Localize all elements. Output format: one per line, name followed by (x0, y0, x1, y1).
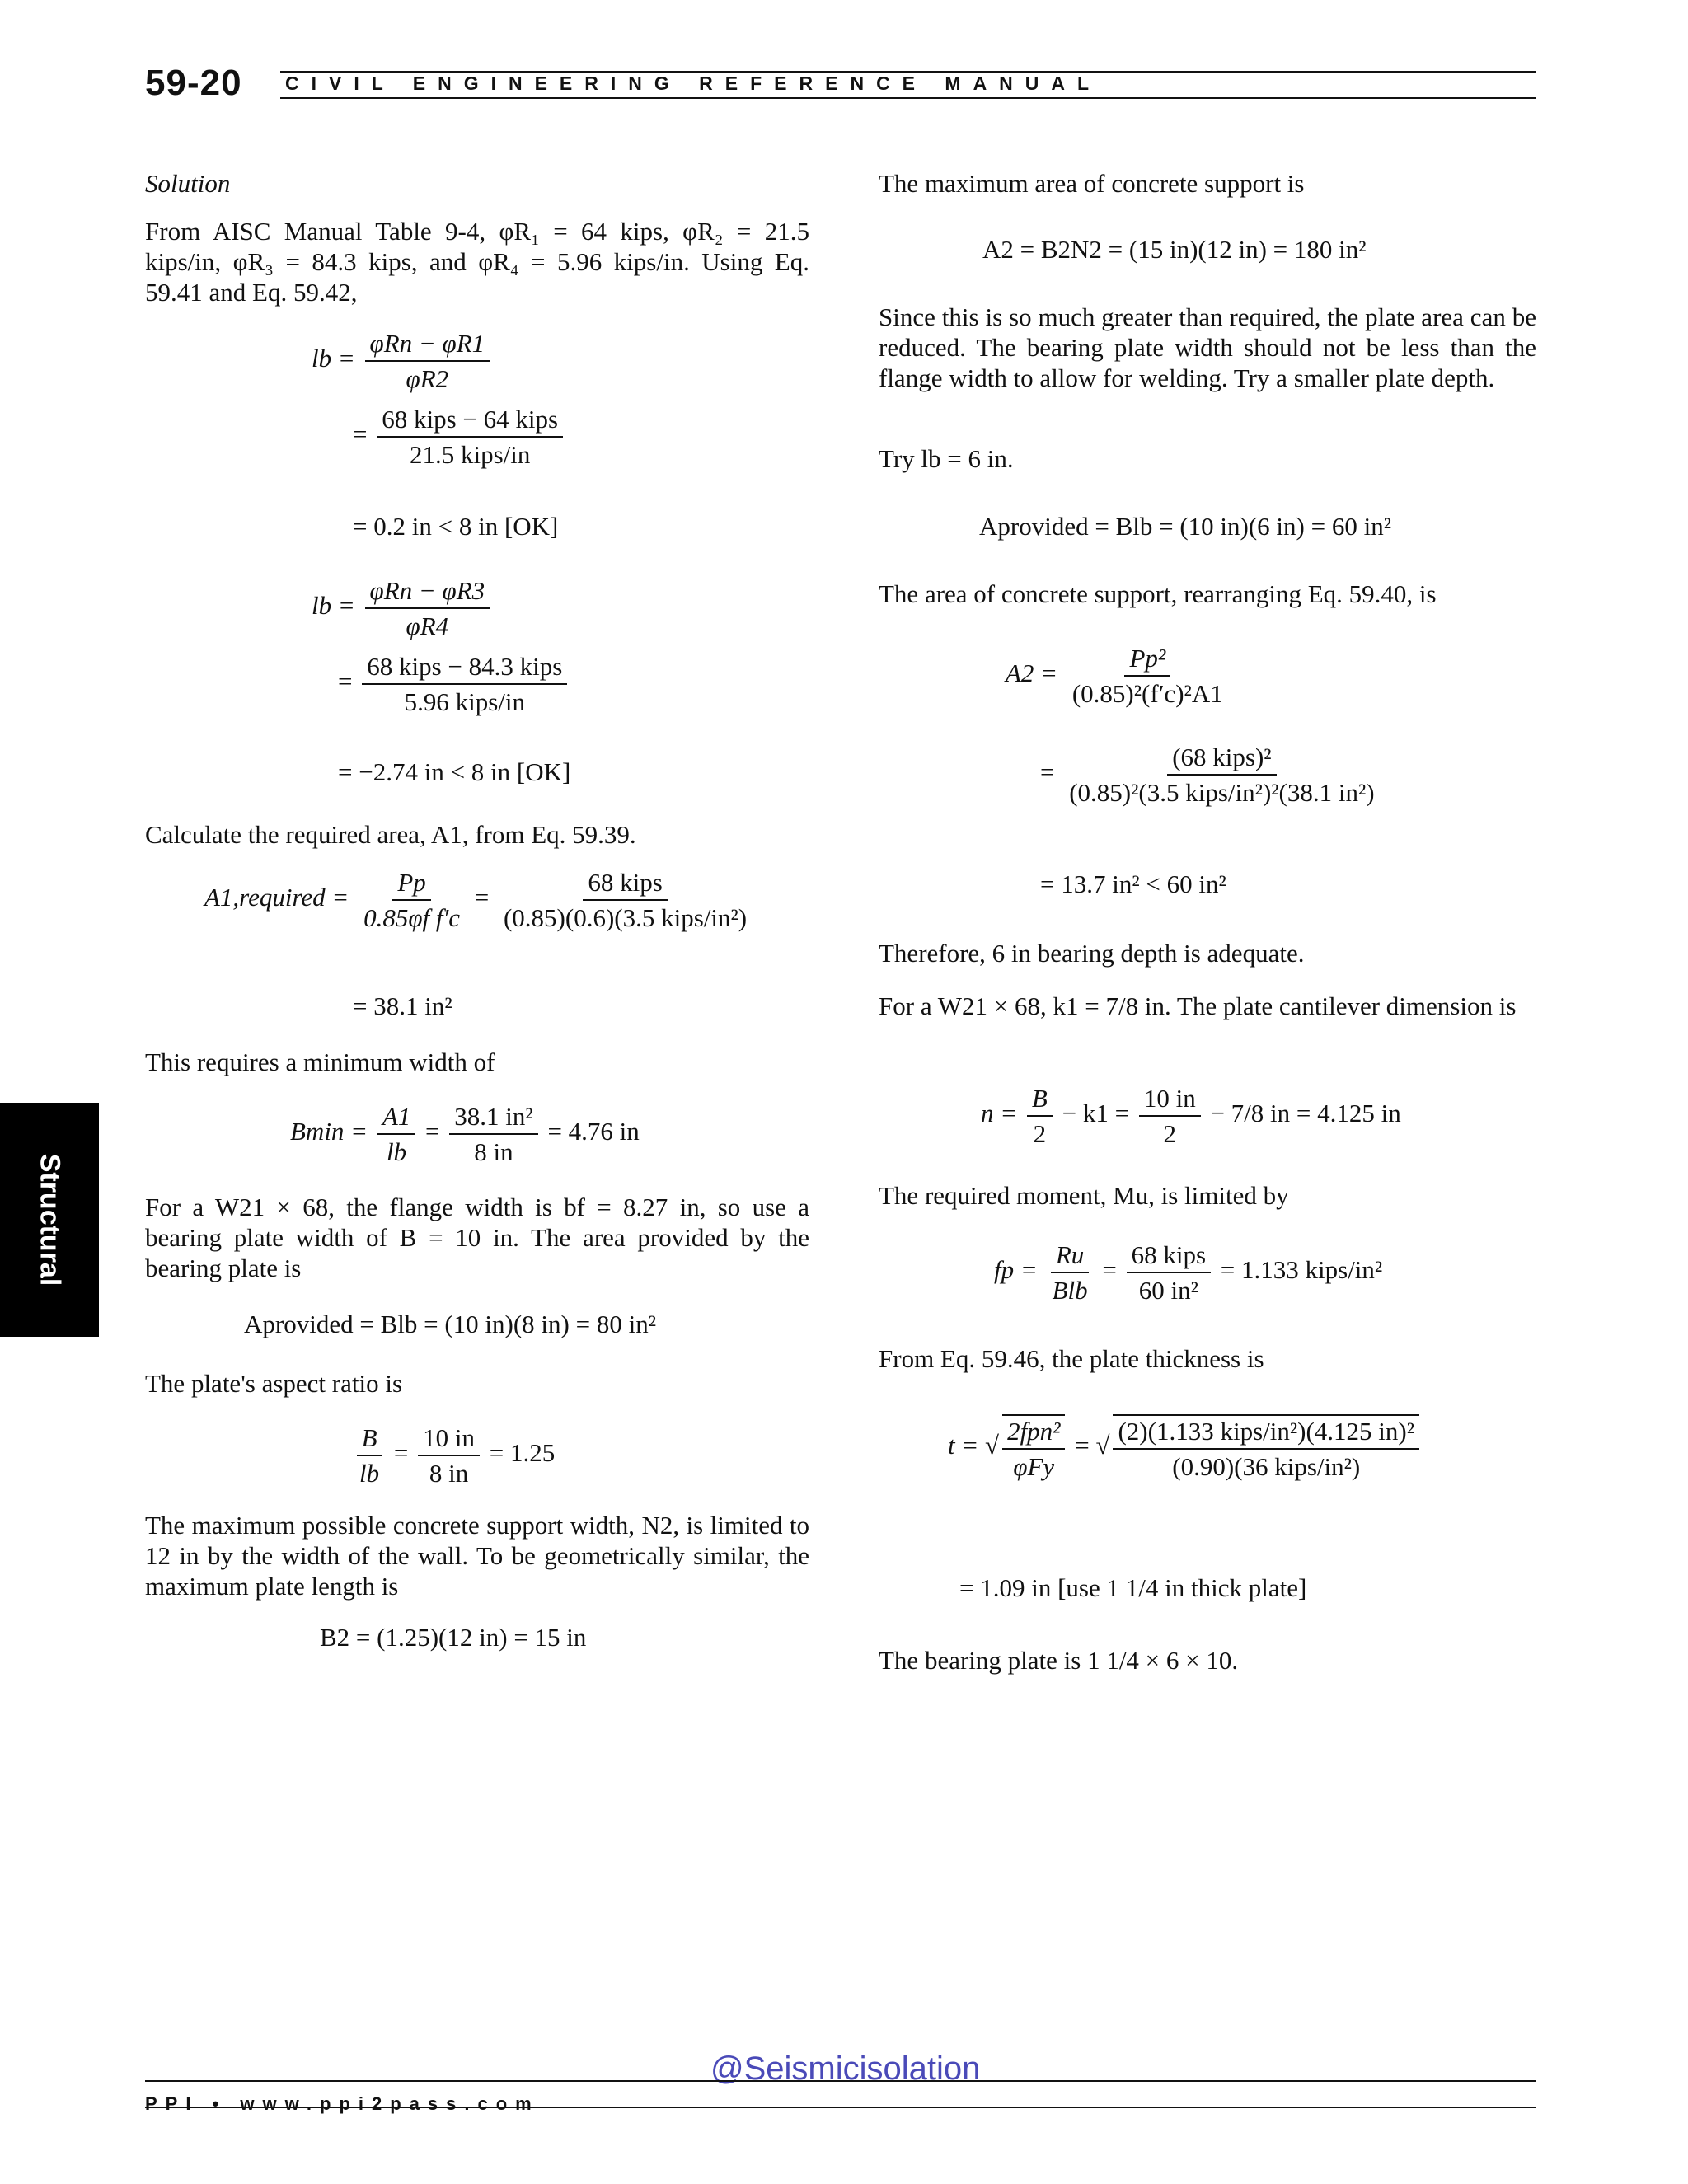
eq-lb-2-line3: = −2.74 in < 8 in [OK] (338, 757, 571, 786)
eq-lb-2-line2-den: 5.96 kips/in (404, 687, 525, 716)
eq-a1-result: = 38.1 in² (353, 991, 452, 1020)
eq-fp-num1: Ru (1051, 1240, 1089, 1273)
eq-t-den2: (0.90)(36 kips/in²) (1172, 1452, 1361, 1481)
eq-bmin-den2: 8 in (474, 1137, 513, 1166)
eq-aspect-result: = 1.25 (489, 1438, 556, 1468)
eq-bmin: Bmin = $\frac{A1}{lb}$ = $\frac{\text{38.1 in²}}{8 in}$ = 4.76 in (290, 1102, 640, 1166)
eq-aspect-den1: lb (359, 1459, 380, 1488)
eq-a1-den1: 0.85φf f′c (363, 903, 460, 932)
eq-lb-2-line2: = $\frac{\text{68 kips − 84.3 kips}}{\text{5.96 kips/in}}$ (338, 651, 570, 717)
right-paragraph-8: From Eq. 59.46, the plate thickness is (879, 1344, 1264, 1373)
eq-bmin-num2: 38.1 in² (449, 1101, 537, 1135)
eq-n-num1: B (1027, 1083, 1053, 1117)
eq-b2: B2 = (1.25)(12 in) = 15 in (320, 1623, 587, 1652)
eq-bmin-lhs: Bmin = (290, 1117, 368, 1146)
right-paragraph-3: Try lb = 6 in. (879, 444, 1014, 473)
eq-a1-den2: (0.85)(0.6)(3.5 kips/in²) (503, 903, 748, 932)
eq-bmin-den1: lb (387, 1137, 407, 1166)
left-paragraph-1: From AISC Manual Table 9-4, φR₁ = 64 kips, φR₂ = 21.5 kips/in, φR₃ = 84.3 kips, and φR₄ = 5.96 kips/in. Using Eq. 59.41 and Eq. 59.42, (145, 217, 809, 307)
eq-t: t = √ $\frac{\text{2fpn²}}{\text{φFy}}$ = √ $\frac{\text{(2)(1.133 kips/in²)(4.125 in)²}}{\text{(0.90)(36 kips/in²)}}$ (948, 1414, 1423, 1482)
side-tab-label: Structural (34, 1153, 66, 1286)
eq-n-den1: 2 (1033, 1119, 1047, 1148)
eq-lb-1-line1 (312, 328, 493, 394)
right-paragraph-1: The maximum area of concrete support is (879, 169, 1305, 198)
right-paragraph-7: The required moment, Mu, is limited by (879, 1181, 1289, 1210)
eq-lb-1-num: φRn − φR1 (365, 328, 490, 362)
right-paragraph-5: Therefore, 6 in bearing depth is adequate. (879, 939, 1305, 968)
eq-lb-1-line3: = 0.2 in < 8 in [OK] (353, 512, 559, 541)
left-paragraph-3: This requires a minimum width of (145, 1047, 495, 1076)
eq-aspect-den2: 8 in (429, 1459, 469, 1488)
footer-rule-bottom (145, 2107, 1536, 2108)
eq-aprovided-1: Aprovided = Blb = (10 in)(8 in) = 80 in² (244, 1310, 656, 1338)
eq-fp-result: = 1.133 kips/in² (1220, 1255, 1383, 1285)
eq-aspect-num2: 10 in (418, 1422, 480, 1456)
solution-heading: Solution (145, 169, 231, 198)
eq-n-result: − 7/8 in = 4.125 in (1210, 1099, 1401, 1128)
eq-a2-line2: = $\frac{\text{(68 kips)²}}{\text{(0.85)²(3.5 kips/in²)²(38.1 in²)}}$ (1040, 742, 1383, 808)
eq-fp-lhs: fp = (994, 1255, 1038, 1285)
eq-lb-2-line2-num: 68 kips − 84.3 kips (362, 651, 567, 685)
eq-fp-den1: Blb (1052, 1276, 1088, 1305)
eq-t-den1: φFy (1013, 1452, 1055, 1481)
right-paragraph-9: The bearing plate is 1 1/4 × 6 × 10. (879, 1646, 1239, 1675)
footer-rule-top (145, 2080, 1536, 2082)
eq-a1-num1: Pp (392, 867, 430, 901)
header-rule-bottom (280, 97, 1536, 99)
header-rule-top (280, 71, 1536, 73)
eq-aspect-ratio: $\frac{B}{lb}$ = $\frac{10 in}{8 in}$ = 1.25 (351, 1422, 555, 1488)
eq-a1-required: A1,required = $\frac{Pp}{\text{0.85φf f′c}}$ = $\frac{\text{68 kips}}{\text{(0.85)(0.6)(3.5 kips/in²)}}$ (204, 867, 755, 933)
eq-a2-den1: (0.85)²(f′c)²A1 (1071, 679, 1223, 708)
eq-a1-lhs: A1,required = (204, 883, 349, 912)
left-paragraph-4: For a W21 × 68, the flange width is bf = 8.27 in, so use a bearing plate width of B = 10 in. The area provided by the bearing plate is (145, 1193, 809, 1282)
eq-a2-den2: (0.85)²(3.5 kips/in²)²(38.1 in²) (1069, 778, 1375, 807)
eq-lb-2-line1 (312, 575, 493, 641)
right-paragraph-2: Since this is so much greater than required, the plate area can be reduced. The bearing plate width should not be less than the flange width to allow for welding. Try a smaller plate depth. (879, 302, 1536, 392)
left-paragraph-5: The plate's aspect ratio is (145, 1369, 403, 1398)
eq-lb-1-line2: = $\frac{\text{68 kips − 64 kips}}{\text{21.5 kips/in}}$ (353, 404, 566, 470)
side-tab (0, 1103, 99, 1337)
eq-aspect-num1: B (357, 1422, 382, 1456)
eq-a2-num2: (68 kips)² (1167, 742, 1276, 776)
right-paragraph-6: For a W21 × 68, k1 = 7/8 in. The plate cantilever dimension is (879, 991, 1517, 1020)
eq-t-lhs: t = (948, 1431, 979, 1460)
eq-lb-1-lhs: lb = (312, 344, 355, 373)
eq-lb-2-lhs: lb = (312, 591, 355, 621)
eq-t-num2: (2)(1.133 kips/in²)(4.125 in)² (1113, 1416, 1419, 1450)
eq-a2-result: = 13.7 in² < 60 in² (1040, 869, 1226, 898)
eq-a2-num1: Pp² (1124, 643, 1170, 677)
eq-fp: fp = $\frac{Ru}{\text{Blb}}$ = $\frac{\text{68 kips}}{\text{60 in²}}$ = 1.133 kips/in² (994, 1240, 1383, 1305)
eq-lb-1-den: φR2 (406, 364, 449, 393)
eq-lb-2-num: φRn − φR3 (365, 575, 490, 609)
eq-bmin-num1: A1 (377, 1101, 415, 1135)
footer-publisher: PPI • www.ppi2pass.com (145, 2093, 540, 2114)
eq-t-result: = 1.09 in [use 1 1/4 in thick plate] (959, 1573, 1307, 1602)
eq-fp-num2: 68 kips (1127, 1240, 1211, 1273)
eq-n (981, 1083, 1401, 1149)
eq-n-den2: 2 (1163, 1119, 1177, 1148)
eq-n-mid: − k1 = (1062, 1099, 1130, 1128)
eq-n-num2: 10 in (1139, 1083, 1201, 1117)
eq-a2-lhs: A2 = (1006, 658, 1058, 688)
right-paragraph-4: The area of concrete support, rearranging Eq. 59.40, is (879, 579, 1437, 608)
eq-bmin-result: = 4.76 in (547, 1117, 640, 1146)
eq-a2-line1 (1006, 643, 1231, 709)
eq-lb-2-den: φR4 (406, 612, 449, 640)
eq-aprovided-2: Aprovided = Blb = (10 in)(6 in) = 60 in² (979, 512, 1391, 541)
left-paragraph-2: Calculate the required area, A1, from Eq. 59.39. (145, 820, 636, 849)
eq-a2-max: A2 = B2N2 = (15 in)(12 in) = 180 in² (982, 235, 1367, 264)
watermark: @Seismicisolation (710, 2050, 981, 2087)
eq-n-lhs: n = (981, 1099, 1018, 1128)
eq-a1-num2: 68 kips (583, 867, 667, 901)
manual-title: CIVIL ENGINEERING REFERENCE MANUAL (285, 73, 1102, 94)
eq-lb-1-line2-den: 21.5 kips/in (409, 440, 531, 469)
eq-lb-1-line2-num: 68 kips − 64 kips (377, 404, 563, 438)
eq-t-num1: 2fpn² (1002, 1416, 1065, 1450)
eq-fp-den2: 60 in² (1138, 1276, 1198, 1305)
left-paragraph-6: The maximum possible concrete support width, N2, is limited to 12 in by the width of the wall. To be geometrically similar, the maximum plate length is (145, 1511, 809, 1601)
page-number: 59-20 (145, 63, 242, 103)
